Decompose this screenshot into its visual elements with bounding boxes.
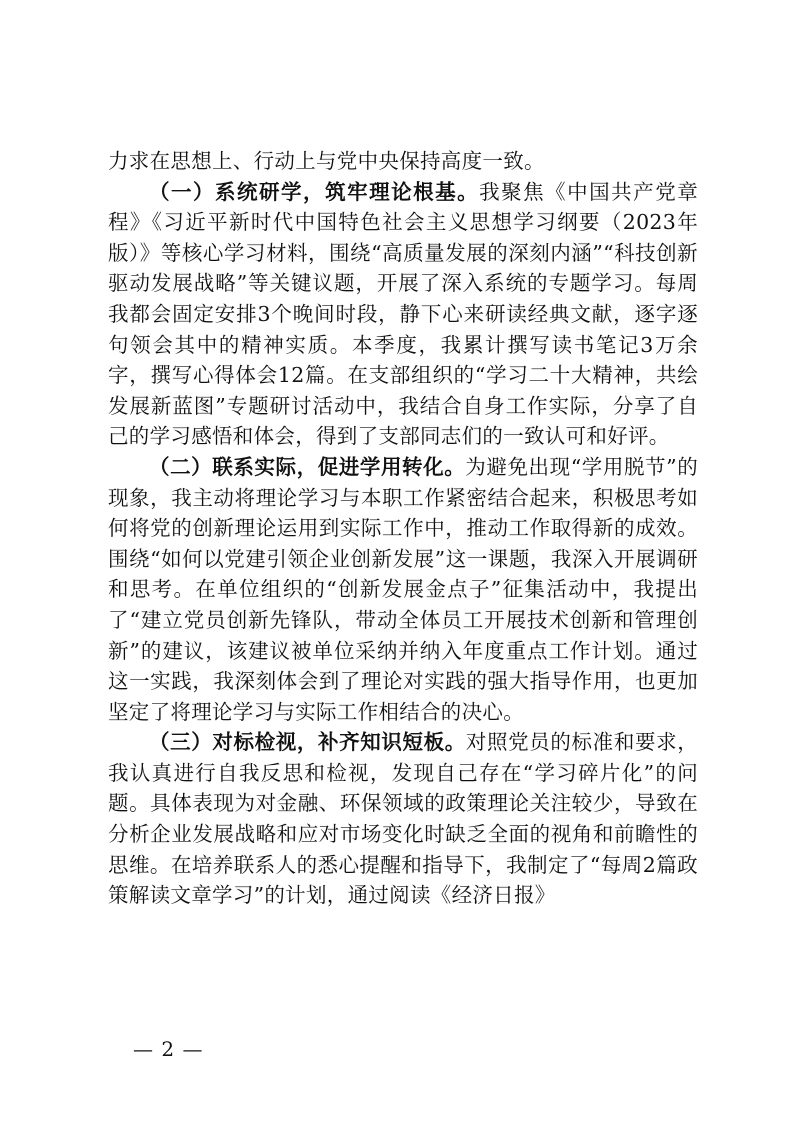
body-text — [108, 146, 698, 911]
page-number: — 2 — — [133, 1037, 204, 1061]
section-heading: （一）系统研学，筑牢理论根基。 — [149, 179, 480, 204]
paragraph-section-3 — [108, 727, 698, 911]
paragraph-text: 力求在思想上、行动上与党中央保持高度一致。 — [108, 149, 545, 173]
paragraph-text: 为避免出现“学用脱节”的现象，我主动将理论学习与本职工作紧密结合起来，积极思考如何将党的创新理论运用到实际工作中，推动工作取得新的成效。围绕“如何以党建引领企业创新发展”这一课题，我深入开展调研和思考。在单位组织的“创新发展金点子”征集活动中，我提出了“建立党员创新先锋队，带动全体员工开展技术创新和管理创新”的建议，该建议被单位采纳并纳入年度重点工作计划。通过这一实践，我深刻体会到了理论对实践的强大指导作用，也更加坚定了将理论学习与实际工作相结合的决心。 — [108, 454, 699, 724]
section-heading: （三）对标检视，补齐知识短板。 — [149, 730, 466, 755]
paragraph-text: 对照党员的标准和要求，我认真进行自我反思和检视，发现自己存在“学习碎片化”的问题。具体表现为对金融、环保领域的政策理论关注较少，导致在分析企业发展战略和应对市场变化时缺乏全面的视角和前瞻性的思维。在培养联系人的悉心提醒和指导下，我制定了“每周2篇政策解读文章学习”的计划，通过阅读《经济日报》 — [108, 730, 698, 908]
paragraph-text: 我聚焦《中国共产党章程》《习近平新时代中国特色社会主义思想学习纲要（2023年版）》等核心学习材料，围绕“高质量发展的深刻内涵”“科技创新驱动发展战略”等关键议题，开展了深入系统的专题学习。每周我都会固定安排3个晚间时段，静下心来研读经典文献，逐字逐句领会其中的精神实质。本季度，我累计撰写读书笔记3万余字，撰写心得体会12篇。在支部组织的“学习二十大精神，共绘发展新蓝图”专题研讨活动中，我结合自身工作实际，分享了自己的学习感悟和体会，得到了支部同志们的一致认可和好评。 — [108, 179, 698, 449]
paragraph-section-1 — [108, 177, 698, 452]
section-heading: （二）联系实际，促进学用转化。 — [149, 454, 466, 479]
paragraph-intro — [108, 146, 698, 177]
paragraph-section-2 — [108, 452, 698, 727]
